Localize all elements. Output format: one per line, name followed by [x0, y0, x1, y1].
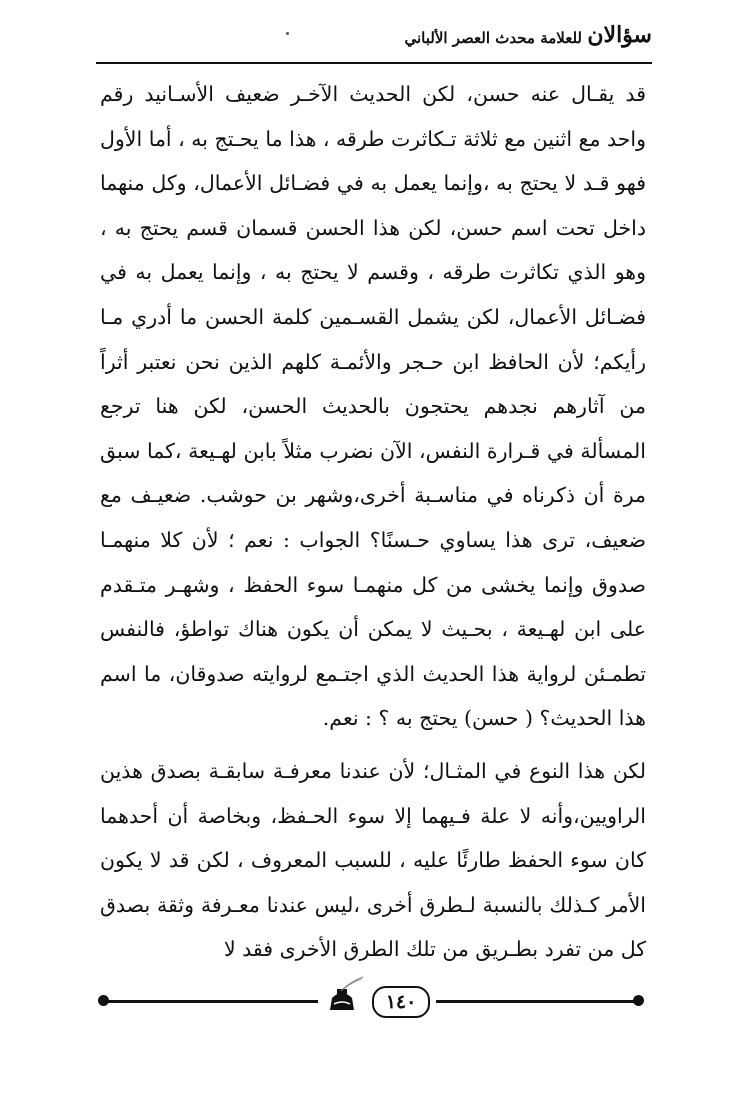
paragraph-2: لكن هذا النوع في المثـال؛ لأن عندنا معرفـة سابقـة بصدق هذين الراويين،وأنه لا علة فـيهما إلا سوء الحـفظ، وبخاصة أن أحدهما كان سوء الحفظ طارئًا عليه ، للسبب المعروف ، لكن قد لا يكون الأمر كـذلك بالنسبة لـطرق أخرى ،ليس عندنا معـرفة وثقة بصدق كل من تفرد بطـريق من تلك الطرق الأخرى فقد لا [100, 758, 646, 962]
footer-rule-right [436, 1000, 638, 1003]
header-speck [286, 32, 289, 35]
page-footer [98, 976, 644, 1026]
page-body [100, 72, 646, 972]
book-title-logo: سؤالان [587, 22, 652, 48]
footer-rule-left [104, 1000, 318, 1003]
header-title: للعلامة محدث العصر الألباني [404, 29, 582, 47]
page-header [96, 20, 652, 64]
page-number: ١٤٠ [372, 986, 430, 1018]
footer-dot-right [633, 995, 644, 1006]
paragraph-1: قد يقـال عنه حسن، لكن الحديث الآخـر ضعيف الأسـانيد رقم واحد مع اثنين مع ثلاثة تـكاثرت طرقه ، هذا ما يحـتج به ، أما الأول فهو قـد لا يحتج به ،وإنما يعمل به في فضـائل الأعمال، وكل منهما داخل تحت اسم حسن، لكن هذا الحسن قسمان قسم يحتج به ، وهو الذي تكاثرت طرقه ، وقسم لا يحتج به ، وإنما يعمل به في فضـائل الأعمال، لكن يشمل القسـمين كلمة الحسن ما أدري مـا رأيكم؛ لأن الحافظ ابن حـجر والأئمـة كلهم الذين نحن نعتبر أثراً من آثارهم نجدهم يحتجون بالحديث الحسن، لكن هنا ترجع المسألة في قـرارة النفس، الآن نضرب مثلاً بابن لهـيعة ،كما سبق مرة أن ذكرناه في مناسـبة أخرى،وشهر بن حوشب. ضعيـف مع ضعيف، ترى هذا يساوي حـسنًا؟ الجواب : نعم ؛ لأن كلا منهمـا صدوق وإنما يخشى من كل منهمـا سوء الحفظ ، وشهـر متـقدم على ابن لهـيعة ، بحـيث لا يمكن أن يكون هناك تواطؤ، فالنفس تطمـئن لرواية هذا الحديث الذي اجتـمع لروايته صدوقان، ما اسم هذا الحديث؟ ( حسن) يحتج به ؟ : نعم. [100, 82, 646, 731]
inkwell-quill-icon [322, 976, 364, 1014]
header-divider [96, 62, 652, 64]
